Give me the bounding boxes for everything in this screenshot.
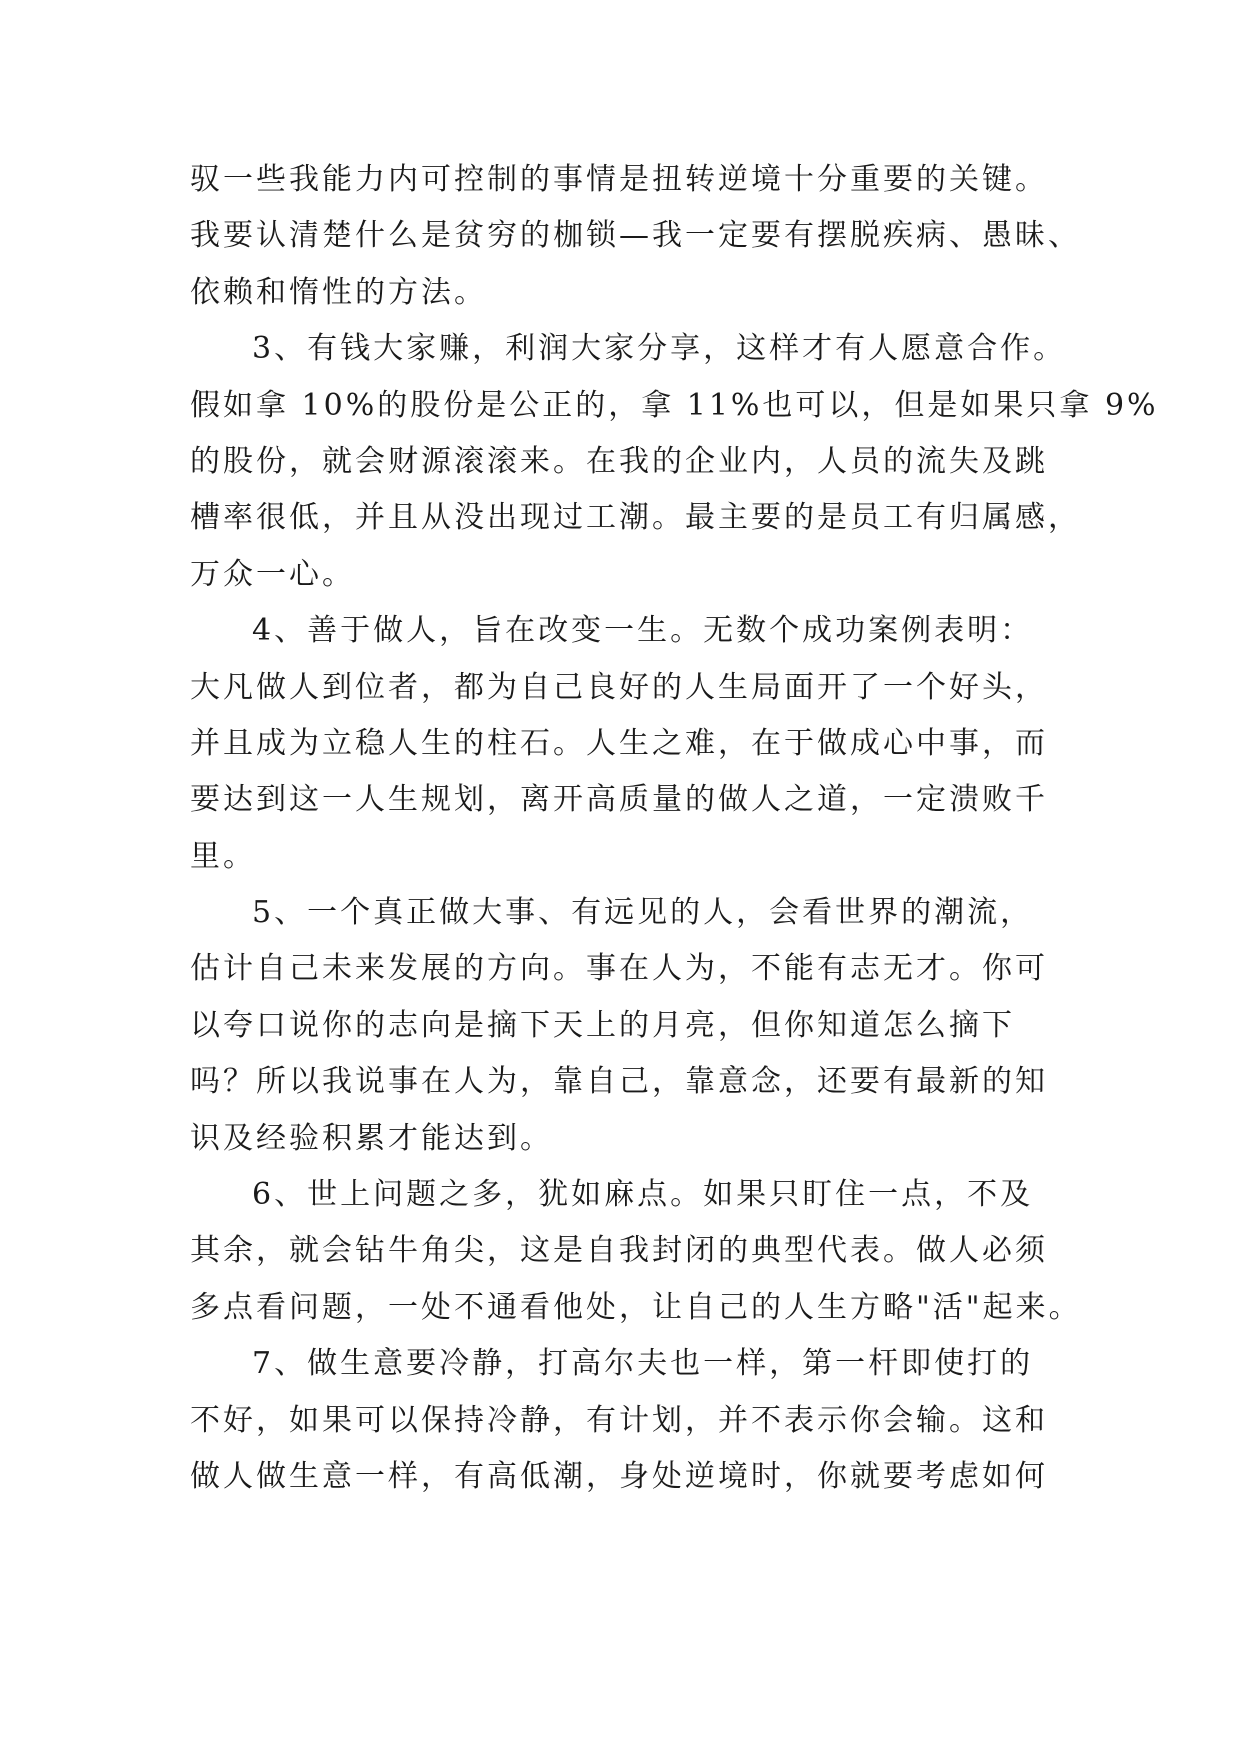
text-line: 依赖和惰性的方法。 [190, 274, 487, 310]
text-line: 多点看问题，一处不通看他处，让自己的人生方略"活"起来。 [190, 1289, 1082, 1325]
text-line: 槽率很低，并且从没出现过工潮。最主要的是员工有归属感， [190, 500, 1081, 536]
paragraph-7-start: 7、做生意要冷静，打高尔夫也一样，第一杆即使打的 [252, 1346, 1034, 1382]
text-line: 估计自己未来发展的方向。事在人为，不能有志无才。你可 [190, 951, 1048, 987]
paragraph-4-start: 4、善于做人，旨在改变一生。无数个成功案例表明： [252, 613, 1034, 649]
paragraph-3-start: 3、有钱大家赚，利润大家分享，这样才有人愿意合作。 [252, 331, 1067, 367]
text-line: 万众一心。 [190, 556, 355, 592]
text-line: 驭一些我能力内可控制的事情是扭转逆境十分重要的关键。 [190, 162, 1048, 197]
document-body [190, 152, 1159, 1505]
text-line: 大凡做人到位者，都为自己良好的人生局面开了一个好头， [190, 669, 1048, 705]
text-line: 其余，就会钻牛角尖，这是自我封闭的典型代表。做人必须 [190, 1233, 1048, 1269]
text-line: 吗？所以我说事在人为，靠自己，靠意念，还要有最新的知 [190, 1064, 1048, 1100]
paragraph-6-start: 6、世上问题之多，犹如麻点。如果只盯住一点，不及 [252, 1177, 1034, 1213]
text-line: 假如拿 10%的股份是公正的，拿 11%也可以，但是如果只拿 9% [190, 387, 1159, 423]
text-line: 并且成为立稳人生的柱石。人生之难，在于做成心中事，而 [190, 725, 1048, 761]
text-line: 识及经验积累才能达到。 [190, 1120, 553, 1156]
text-line: 的股份，就会财源滚滚来。在我的企业内，人员的流失及跳 [190, 443, 1048, 479]
text-line: 做人做生意一样，有高低潮，身处逆境时，你就要考虑如何 [190, 1458, 1048, 1494]
text-line: 以夸口说你的志向是摘下天上的月亮，但你知道怎么摘下 [190, 1007, 1015, 1043]
text-line: 里。 [190, 838, 256, 874]
paragraph-5-start: 5、一个真正做大事、有远见的人，会看世界的潮流， [252, 895, 1034, 931]
text-line: 我要认清楚什么是贫穷的枷锁—我一定要有摆脱疾病、愚昧、 [190, 218, 1081, 254]
text-line: 不好，如果可以保持冷静，有计划，并不表示你会输。这和 [190, 1402, 1048, 1438]
text-line: 要达到这一人生规划，离开高质量的做人之道，一定溃败千 [190, 782, 1048, 818]
